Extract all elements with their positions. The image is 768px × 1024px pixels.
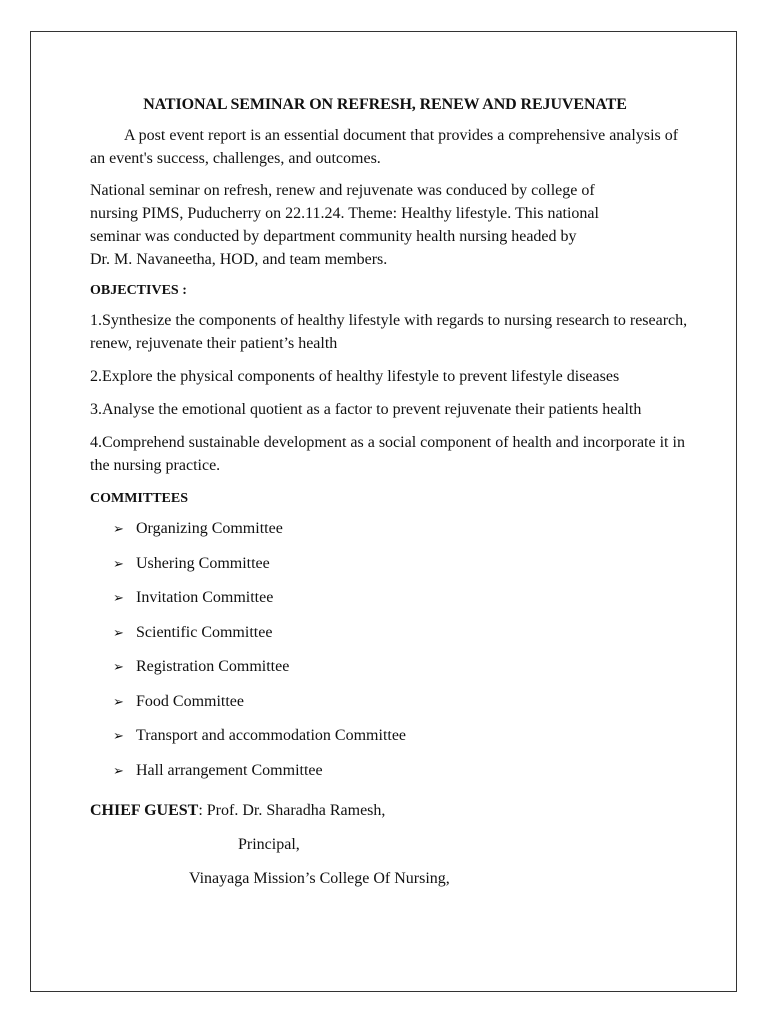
details-line: nursing PIMS, Puducherry on 22.11.24. Theme: Healthy lifestyle. This national (90, 205, 599, 222)
chief-guest-institution: Vinayaga Mission’s College Of Nursing, (189, 870, 450, 887)
arrow-bullet-icon: ➢ (113, 555, 124, 571)
arrow-bullet-icon: ➢ (113, 693, 124, 709)
committees-heading: COMMITTEES (90, 491, 189, 506)
document-title: NATIONAL SEMINAR ON REFRESH, RENEW AND REJUVENATE (143, 96, 627, 113)
arrow-bullet-icon: ➢ (113, 659, 124, 674)
committee-label: Registration Committee (136, 658, 290, 675)
seminar-details-paragraph (90, 179, 690, 271)
committee-item (90, 724, 690, 759)
objective-item: 4.Comprehend sustainable development as a social component of health and incorporate it in the nursing practice. (90, 434, 685, 474)
committees-list (90, 517, 690, 793)
committee-item (90, 517, 690, 552)
objective-item: 3.Analyse the emotional quotient as a factor to prevent rejuvenate their patients health (90, 401, 642, 418)
chief-guest-designation: Principal, (238, 836, 300, 853)
committee-item (90, 655, 690, 690)
arrow-bullet-icon: ➢ (113, 624, 124, 640)
committee-label: Invitation Committee (136, 589, 274, 606)
committee-label: Organizing Committee (136, 520, 283, 537)
intro-paragraph: A post event report is an essential document that provides a comprehensive analysis of an event's success, challenges, and outcomes. (90, 127, 679, 167)
committee-item (90, 621, 690, 656)
committee-label: Food Committee (136, 692, 244, 710)
chief-guest-line (90, 799, 690, 833)
objectives-heading: OBJECTIVES : (90, 283, 187, 298)
objective-item: 1.Synthesize the components of healthy lifestyle with regards to nursing research to research, renew, rejuvenate their patient’s health (90, 312, 688, 352)
arrow-bullet-icon: ➢ (113, 762, 124, 778)
document-body (90, 93, 690, 890)
committee-item (90, 759, 690, 794)
details-line: National seminar on refresh, renew and rejuvenate was conduced by college of (90, 182, 595, 199)
committee-item (90, 690, 690, 725)
committee-label: Hall arrangement Committee (136, 761, 323, 779)
committee-item (90, 552, 690, 587)
chief-guest-name: : Prof. Dr. Sharadha Ramesh, (198, 802, 386, 819)
committee-label: Transport and accommodation Committee (136, 727, 407, 744)
arrow-bullet-icon: ➢ (113, 590, 124, 605)
arrow-bullet-icon: ➢ (113, 728, 124, 743)
chief-guest-label: CHIEF GUEST (90, 802, 199, 819)
committee-item (90, 586, 690, 621)
committee-label: Scientific Committee (136, 623, 273, 641)
details-line: Dr. M. Navaneetha, HOD, and team members. (90, 251, 388, 268)
objective-item: 2.Explore the physical components of healthy lifestyle to prevent lifestyle diseases (90, 368, 620, 385)
committee-label: Ushering Committee (136, 554, 270, 572)
arrow-bullet-icon: ➢ (113, 521, 124, 536)
details-line: seminar was conducted by department community health nursing headed by (90, 228, 577, 245)
